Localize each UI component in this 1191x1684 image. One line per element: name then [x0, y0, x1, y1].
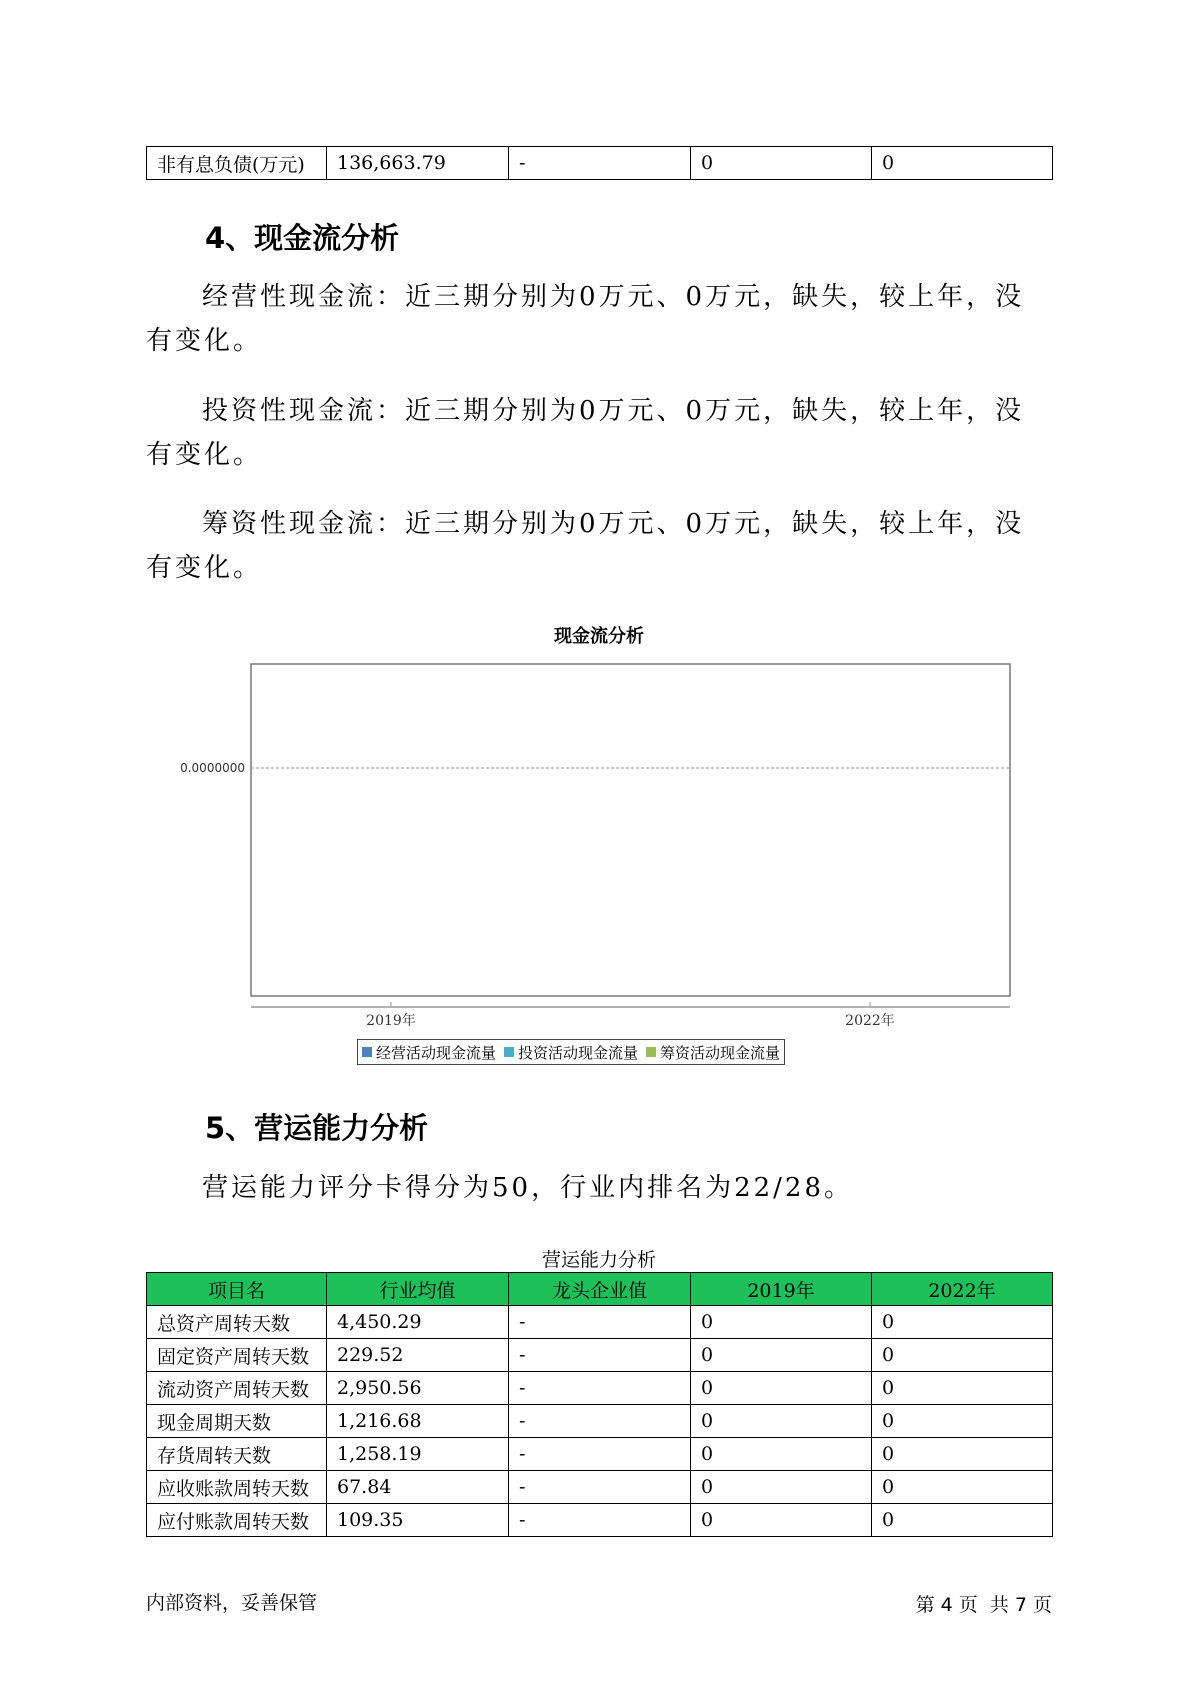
- table-cell: 136,663.79: [327, 147, 509, 180]
- table-cell: -: [509, 1306, 691, 1339]
- table-row: [147, 1405, 1053, 1438]
- legend-label: 筹资活动现金流量: [660, 1043, 781, 1062]
- column-header: 龙头企业值: [509, 1273, 691, 1306]
- table-cell: -: [509, 1339, 691, 1372]
- legend-swatch-investing: [504, 1047, 514, 1057]
- table-cell: 0: [872, 1405, 1053, 1438]
- paragraph-text: 营运能力评分卡得分为50，行业内排名为22/28。: [202, 1173, 854, 1203]
- footer-page-number: 第 4 页 共 7 页: [915, 1594, 1052, 1616]
- table-cell: 应付账款周转天数: [147, 1504, 327, 1537]
- table-row: [147, 1339, 1053, 1372]
- table-cell: 非有息负债(万元): [147, 147, 327, 180]
- table-cell: 4,450.29: [327, 1306, 509, 1339]
- table-caption: 营运能力分析: [541, 1249, 656, 1271]
- x-tick-label: 2022年: [845, 1013, 895, 1029]
- column-header: 行业均值: [327, 1273, 509, 1306]
- legend-item: [362, 1042, 496, 1063]
- table-cell: 应收账款周转天数: [147, 1471, 327, 1504]
- table-cell: 0: [691, 1306, 872, 1339]
- table-cell: -: [509, 1438, 691, 1471]
- table-row: [147, 1471, 1053, 1504]
- table-cell: 2,950.56: [327, 1372, 509, 1405]
- paragraph-operating-score: [146, 1166, 1046, 1210]
- paragraph-investing-cash-flow: [146, 389, 1046, 477]
- table-cell: 0: [691, 1339, 872, 1372]
- table-cell: 0: [872, 1504, 1053, 1537]
- table-cell: 0: [872, 1438, 1053, 1471]
- table-header-row: [147, 1273, 1053, 1306]
- table-cell: 0: [872, 147, 1053, 180]
- table-cell: -: [509, 147, 691, 180]
- table-cell: 固定资产周转天数: [147, 1339, 327, 1372]
- legend-label: 投资活动现金流量: [518, 1043, 639, 1062]
- operating-table: [146, 1272, 1053, 1537]
- legend-swatch-operating: [362, 1047, 372, 1057]
- table-cell: 0: [872, 1306, 1053, 1339]
- section-heading-operating-capability: 5、营运能力分析: [205, 1111, 429, 1145]
- paragraph-text: 筹资性现金流：近三期分别为0万元、0万元，缺失，较上年，没有变化。: [146, 509, 1025, 583]
- x-tick-label: 2019年: [366, 1013, 416, 1029]
- table-cell: 0: [691, 1438, 872, 1471]
- column-header: 2019年: [691, 1273, 872, 1306]
- table-row: [147, 1306, 1053, 1339]
- table-cell: 0: [691, 1471, 872, 1504]
- paragraph-text: 经营性现金流：近三期分别为0万元、0万元，缺失，较上年，没有变化。: [146, 282, 1025, 356]
- table-cell: 流动资产周转天数: [147, 1372, 327, 1405]
- table-cell: 0: [691, 147, 872, 180]
- y-tick-label: 0.0000000: [180, 761, 245, 775]
- legend-item: [646, 1042, 780, 1063]
- table-cell: 0: [872, 1471, 1053, 1504]
- paragraph-financing-cash-flow: [146, 502, 1046, 590]
- table-cell: -: [509, 1372, 691, 1405]
- table-cell: 0: [872, 1372, 1053, 1405]
- chart-legend: [357, 1039, 785, 1065]
- table-cell: 229.52: [327, 1339, 509, 1372]
- table-cell: 0: [691, 1504, 872, 1537]
- table-cell: 1,258.19: [327, 1438, 509, 1471]
- table-row: [147, 147, 1053, 180]
- table-cell: 现金周期天数: [147, 1405, 327, 1438]
- table-row: [147, 1504, 1053, 1537]
- table-cell: 0: [691, 1372, 872, 1405]
- plot-area: [251, 664, 1010, 996]
- table-row: [147, 1438, 1053, 1471]
- column-header: 2022年: [872, 1273, 1053, 1306]
- table-cell: 109.35: [327, 1504, 509, 1537]
- legend-swatch-financing: [646, 1047, 656, 1057]
- legend-item: [504, 1042, 638, 1063]
- table-cell: 1,216.68: [327, 1405, 509, 1438]
- table-cell: 存货周转天数: [147, 1438, 327, 1471]
- table-body: [147, 1306, 1053, 1537]
- table-cell: 总资产周转天数: [147, 1306, 327, 1339]
- table-row: [147, 1372, 1053, 1405]
- legend-label: 经营活动现金流量: [376, 1043, 497, 1062]
- section-heading-cash-flow: 4、现金流分析: [205, 221, 400, 255]
- paragraph-operating-cash-flow: [146, 275, 1046, 363]
- cash-flow-chart: [160, 650, 1040, 1040]
- paragraph-text: 投资性现金流：近三期分别为0万元、0万元，缺失，较上年，没有变化。: [146, 396, 1025, 470]
- table-cell: 67.84: [327, 1471, 509, 1504]
- footer-confidential-note: 内部资料，妥善保管: [146, 1592, 318, 1614]
- table-cell: 0: [691, 1405, 872, 1438]
- table-cell: 0: [872, 1339, 1053, 1372]
- table-cell: -: [509, 1504, 691, 1537]
- column-header: 项目名: [147, 1273, 327, 1306]
- top-table: [146, 146, 1053, 180]
- table-cell: -: [509, 1471, 691, 1504]
- table-cell: -: [509, 1405, 691, 1438]
- chart-title: 现金流分析: [554, 626, 644, 647]
